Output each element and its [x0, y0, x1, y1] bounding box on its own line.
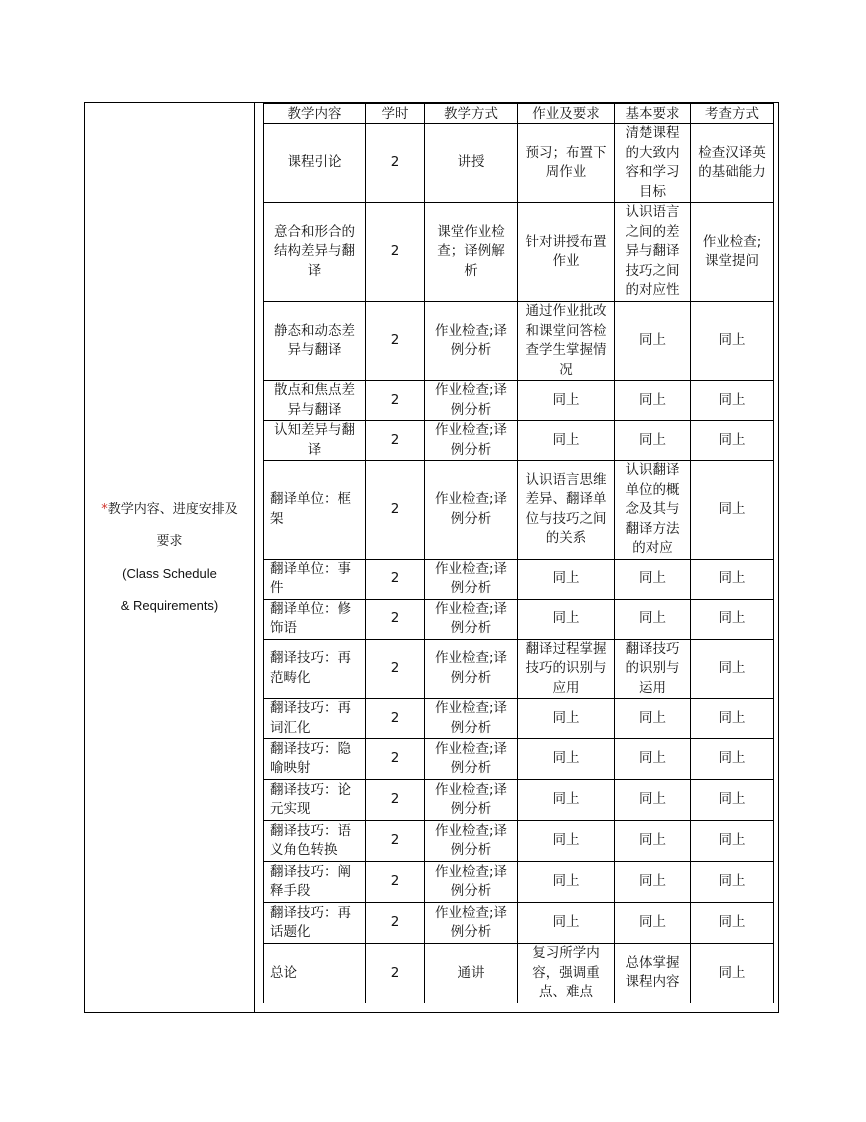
cell-content: 认知差异与翻译 [264, 421, 366, 461]
cell-content: 翻译单位：框架 [264, 461, 366, 560]
cell-method: 作业检查;译例分析 [425, 699, 518, 739]
header-method: 教学方式 [425, 104, 518, 124]
cell-hours: 2 [366, 302, 425, 381]
cell-hours: 2 [366, 599, 425, 639]
table-row [264, 461, 774, 560]
cell-method: 作业检查;译例分析 [425, 739, 518, 780]
cell-basic-req: 清楚课程的大致内容和学习目标 [615, 124, 691, 203]
cell-assessment: 检查汉译英的基础能力 [691, 124, 774, 203]
cell-content: 意合和形合的结构差异与翻译 [264, 203, 366, 302]
cell-homework: 翻译过程掌握技巧的识别与应用 [518, 639, 615, 699]
cell-assessment: 同上 [691, 944, 774, 1003]
cell-content: 翻译技巧：阐释手段 [264, 862, 366, 903]
cell-assessment: 同上 [691, 699, 774, 739]
cell-assessment: 作业检查;课堂提问 [691, 203, 774, 302]
cell-basic-req: 翻译技巧的识别与运用 [615, 639, 691, 699]
cell-assessment: 同上 [691, 739, 774, 780]
section-title-cn-line2: 要求 [156, 533, 183, 549]
table-row [264, 639, 774, 699]
cell-content: 翻译技巧：语义角色转换 [264, 821, 366, 862]
cell-method: 作业检查;译例分析 [425, 421, 518, 461]
cell-hours: 2 [366, 699, 425, 739]
section-title-en-line2: & Requirements) [120, 597, 219, 613]
cell-homework: 同上 [518, 421, 615, 461]
cell-method: 通讲 [425, 944, 518, 1003]
cell-content: 翻译技巧：论元实现 [264, 780, 366, 821]
cell-hours: 2 [366, 421, 425, 461]
cell-homework: 同上 [518, 739, 615, 780]
cell-homework: 同上 [518, 780, 615, 821]
cell-method: 作业检查;译例分析 [425, 461, 518, 560]
cell-basic-req: 同上 [615, 699, 691, 739]
cell-content: 翻译技巧：再词汇化 [264, 699, 366, 739]
cell-method: 作业检查;译例分析 [425, 639, 518, 699]
cell-basic-req: 同上 [615, 421, 691, 461]
cell-assessment: 同上 [691, 780, 774, 821]
table-row [264, 944, 774, 1003]
cell-method: 作业检查;译例分析 [425, 302, 518, 381]
cell-hours: 2 [366, 780, 425, 821]
cell-hours: 2 [366, 124, 425, 203]
cell-assessment: 同上 [691, 302, 774, 381]
cell-basic-req: 同上 [615, 862, 691, 903]
table-row [264, 203, 774, 302]
cell-hours: 2 [366, 381, 425, 421]
cell-homework: 同上 [518, 559, 615, 599]
cell-method: 作业检查;译例分析 [425, 381, 518, 421]
table-row [264, 421, 774, 461]
table-row [264, 862, 774, 903]
table-row [264, 381, 774, 421]
table-row [264, 699, 774, 739]
cell-content: 翻译单位：事件 [264, 559, 366, 599]
cell-assessment: 同上 [691, 421, 774, 461]
cell-basic-req: 同上 [615, 821, 691, 862]
cell-content: 翻译单位：修饰语 [264, 599, 366, 639]
cell-basic-req: 总体掌握课程内容 [615, 944, 691, 1003]
cell-hours: 2 [366, 461, 425, 560]
table-row [264, 559, 774, 599]
table-row [264, 780, 774, 821]
cell-assessment: 同上 [691, 559, 774, 599]
table-row [264, 739, 774, 780]
cell-hours: 2 [366, 203, 425, 302]
cell-content: 课程引论 [264, 124, 366, 203]
cell-content: 翻译技巧：隐喻映射 [264, 739, 366, 780]
cell-homework: 同上 [518, 381, 615, 421]
cell-method: 作业检查;译例分析 [425, 862, 518, 903]
table-row [264, 821, 774, 862]
header-basic-req: 基本要求 [615, 104, 691, 124]
cell-assessment: 同上 [691, 461, 774, 560]
cell-hours: 2 [366, 944, 425, 1003]
cell-method: 作业检查;译例分析 [425, 599, 518, 639]
cell-content: 静态和动态差异与翻译 [264, 302, 366, 381]
cell-hours: 2 [366, 903, 425, 944]
cell-basic-req: 认识语言之间的差异与翻译技巧之间的对应性 [615, 203, 691, 302]
cell-homework: 针对讲授布置作业 [518, 203, 615, 302]
cell-assessment: 同上 [691, 639, 774, 699]
cell-homework: 复习所学内容，强调重点、难点 [518, 944, 615, 1003]
cell-basic-req: 认识翻译单位的概念及其与翻译方法的对应 [615, 461, 691, 560]
table-row [264, 302, 774, 381]
section-title-en-line1: (Class Schedule [122, 565, 217, 581]
section-title-cn-line1: *教学内容、进度安排及 [101, 501, 238, 517]
cell-method: 讲授 [425, 124, 518, 203]
cell-assessment: 同上 [691, 381, 774, 421]
cell-content: 散点和焦点差异与翻译 [264, 381, 366, 421]
table-row [264, 903, 774, 944]
cell-basic-req: 同上 [615, 559, 691, 599]
cell-basic-req: 同上 [615, 903, 691, 944]
cell-assessment: 同上 [691, 903, 774, 944]
cell-homework: 认识语言思维差异、翻译单位与技巧之间的关系 [518, 461, 615, 560]
header-hours: 学时 [366, 104, 425, 124]
table-row [264, 599, 774, 639]
cell-hours: 2 [366, 639, 425, 699]
schedule-frame [84, 102, 779, 1013]
header-assessment: 考查方式 [691, 104, 774, 124]
cell-homework: 同上 [518, 599, 615, 639]
cell-basic-req: 同上 [615, 739, 691, 780]
cell-homework: 同上 [518, 903, 615, 944]
cell-content: 翻译技巧：再话题化 [264, 903, 366, 944]
cell-basic-req: 同上 [615, 599, 691, 639]
cell-assessment: 同上 [691, 599, 774, 639]
cell-hours: 2 [366, 739, 425, 780]
cell-method: 作业检查;译例分析 [425, 903, 518, 944]
cell-homework: 同上 [518, 821, 615, 862]
cell-homework: 预习；布置下周作业 [518, 124, 615, 203]
table-row [264, 124, 774, 203]
cell-assessment: 同上 [691, 862, 774, 903]
cell-basic-req: 同上 [615, 381, 691, 421]
cell-assessment: 同上 [691, 821, 774, 862]
cell-method: 课堂作业检查；译例解析 [425, 203, 518, 302]
cell-homework: 同上 [518, 699, 615, 739]
header-content: 教学内容 [264, 104, 366, 124]
cell-method: 作业检查;译例分析 [425, 559, 518, 599]
cell-hours: 2 [366, 821, 425, 862]
required-star: * [101, 501, 108, 517]
cell-basic-req: 同上 [615, 780, 691, 821]
cell-homework: 通过作业批改和课堂问答检查学生掌握情况 [518, 302, 615, 381]
cell-hours: 2 [366, 862, 425, 903]
cell-method: 作业检查;译例分析 [425, 821, 518, 862]
cell-content: 总论 [264, 944, 366, 1003]
cell-basic-req: 同上 [615, 302, 691, 381]
cell-content: 翻译技巧：再范畴化 [264, 639, 366, 699]
cell-homework: 同上 [518, 862, 615, 903]
header-homework: 作业及要求 [518, 104, 615, 124]
cell-hours: 2 [366, 559, 425, 599]
section-label-cell [85, 103, 255, 1012]
cell-method: 作业检查;译例分析 [425, 780, 518, 821]
schedule-table [263, 103, 774, 1003]
table-header-row [264, 104, 774, 124]
